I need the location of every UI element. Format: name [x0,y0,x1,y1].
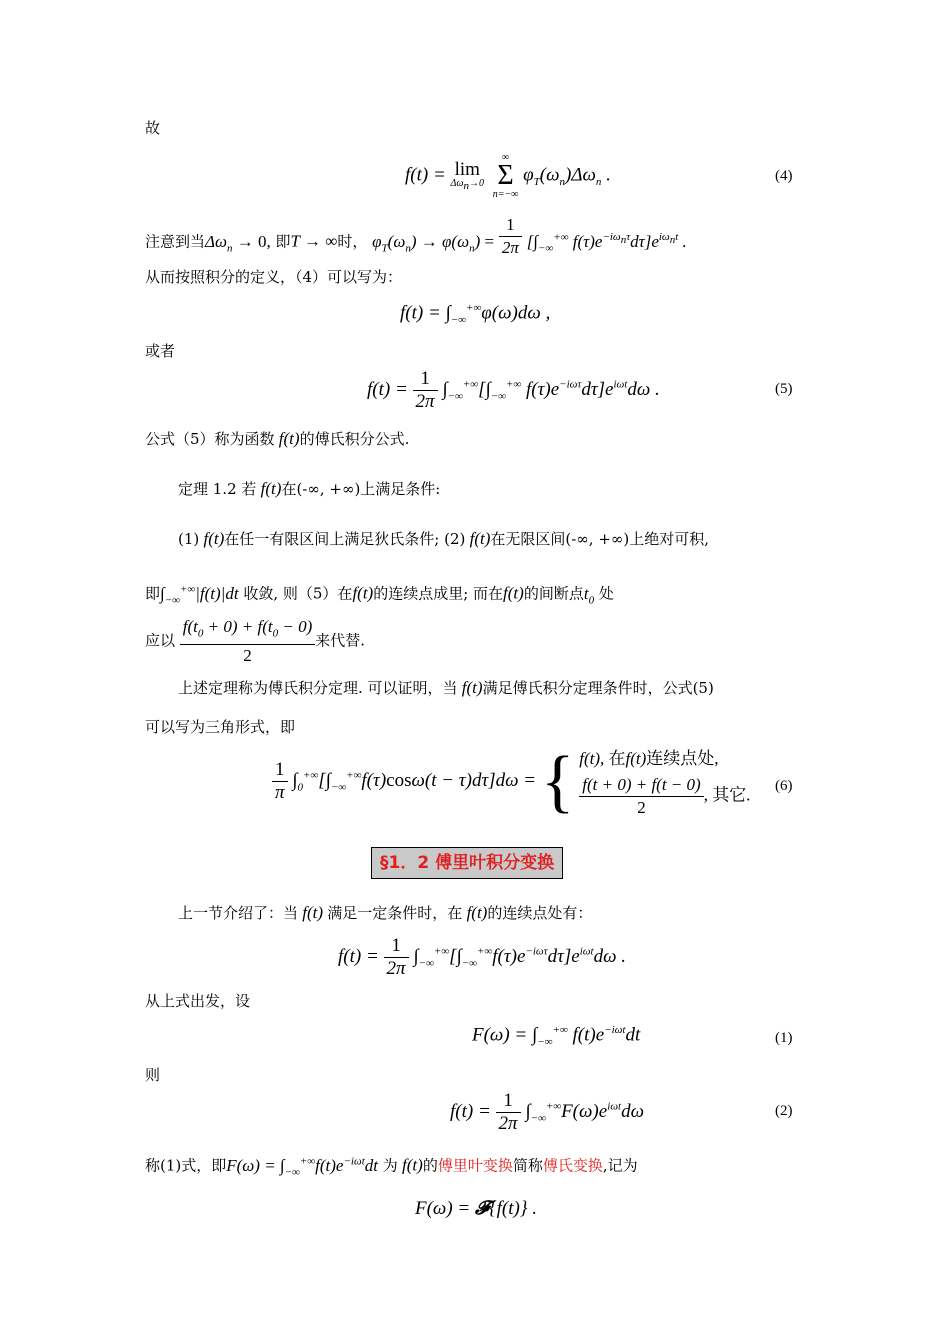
eq-number-5: (5) [775,381,793,397]
text-from-above: 从上式出发，设 [145,992,251,1010]
case1b: 连续点处, [646,749,719,768]
call-prefix: 称(1)式，即 [145,1156,227,1175]
cond2-text: 在无限区间(-∞, +∞)上绝对可积, [490,530,710,548]
discont: 的间断点 [523,584,584,603]
text-call-line: 称(1)式，即$F(\omega) = \int_{-\infty}^{+\infty}f(t)e^{-i\omega t}dt$ 为 f(t)的傅里叶变换简称傅氏变换,记为 [145,1155,638,1179]
equation-F1: $F(\omega) = \int_{-\infty}^{+\infty}$ $f(t)e^{-i\omega t}dt$ [472,1024,641,1049]
equation-F-notation: F(ω) = 𝓕{f(t)} . [415,1198,537,1219]
ji: 即 [145,584,161,603]
eq-number-6: (6) [775,778,793,794]
text-theorem-named: 上述定理称为傅氏积分定理. 可以证明，当 f(t)满足傅氏积分定理条件时，公式(5) [178,678,714,697]
text-from-def: 从而按照积分的定义，（4）可以写为： [145,268,403,286]
equation-integral-phi: $f(t) = \int_{-\infty}^{+\infty}\varphi(\omega)d\omega$ , [400,302,551,327]
text-intro: 上一节介绍了：当 f(t) 满足一定条件时，在 f(t)的连续点处有： [178,903,593,922]
equation-6: $\frac{1}{\pi}$ $\int_0^{+\infty}[\int_{-\infty}^{+\infty}f(\tau)\cos\omega(t - \tau)d\tau]d\omega$ = { f(t), 在f(t)连续点处, $\frac{f(t + 0) + f(t - 0)}{2}$ , 其它. [272,744,750,819]
intro-end: 的连续点处有： [487,904,593,922]
equation-fourier-integral: f(t) = $\frac{1}{2\pi}$ $\int_{-\infty}^{+\infty}[\int_{-\infty}^{+\infty}f(\tau)e^{-i\omega\tau}d\tau]e^{i\omega t}d\omega$ . [338,935,627,979]
text-converge-line: 即$\int_{-\infty}^{+\infty}|f(t)|dt$ 收敛, 则（5）在f(t)的连续点成里; 而在f(t)的间断点$t_0$ 处 [145,583,614,607]
yingyi: 应以 [145,631,176,650]
text-theorem: 定理 1.2 若 f(t)在(-∞, +∞)上满足条件: [178,479,441,498]
text-formula5-called: 公式（5）称为函数 f(t)的傅氏积分公式. [145,429,410,448]
equation-5: f(t) = $\frac{1}{2\pi}$ $\int_{-\infty}^{+\infty}[\int_{-\infty}^{+\infty}$ $f(\tau)e^{-i\omega\tau}d\tau]e^{i\omega t}d\omega$ . [367,368,660,412]
record: ,记为 [602,1156,638,1175]
eq-number-f2: (2) [775,1103,793,1119]
formula5-called: 公式（5）称为函数 [145,430,275,448]
theorem-mid: 在(-∞, +∞)上满足条件: [281,480,441,498]
cond1-prefix: (1) [178,530,200,548]
ft-name-highlight: 傅里叶变换 [437,1156,513,1175]
converge: 收敛, 则（5）在 [243,584,353,603]
holds: 的连续点成里; 而在 [373,584,504,603]
equation-F2: f(t) = $\frac{1}{2\pi}$ $\int_{-\infty}^{+\infty}F(\omega)e^{i\omega t}d\omega$ [450,1090,644,1134]
note-prefix: 注意到当 [145,232,206,251]
text-trig: 可以写为三角形式，即 [145,718,296,736]
intro-prefix: 上一节介绍了：当 [178,904,299,922]
text-conditions: (1) f(t)在任一有限区间上满足狄氏条件; (2) f(t)在无限区间(-∞, +∞)上绝对可积, [178,529,710,548]
text-replace-line: 应以 $\frac{f(t_0 + 0) + f(t_0 - 0)}{2}$ 来代替. [145,617,366,666]
ft-short-highlight: 傅氏变换 [542,1156,603,1175]
theorem-prefix: 定理 1.2 若 [178,480,257,498]
case1: 在 [608,749,626,768]
abbr: 简称 [512,1156,543,1175]
text-or: 或者 [145,342,176,360]
call-mid: 为 [382,1156,398,1175]
chu: 处 [598,584,614,603]
replace: 来代替. [315,631,366,650]
eq-number-4: (4) [775,168,793,184]
thm-named: 上述定理称为傅氏积分定理. 可以证明，当 [178,679,458,697]
intro-mid: 满足一定条件时，在 [327,904,463,922]
text-note-line: 注意到当$\Delta\omega_n \to 0$, 即T → ∞时， $\varphi_T(\omega_n) \to \varphi(\omega_n)$ = $\frac{1}{2\pi}$ [$\int_{-\infty}^{+\infty}$ $f(\tau)e^{-i\omega_n\tau}d\tau]e^{i\omega_nt}$ . [145,215,687,258]
note-when: 时， [337,232,368,251]
thm-cond: 满足傅氏积分定理条件时，公式(5) [482,679,714,697]
eq-number-f1: (1) [775,1030,793,1046]
call-of: 的 [422,1156,438,1175]
note-mid: 即 [275,232,291,251]
text-gu: 故 [145,119,161,137]
cond1-text: 在任一有限区间上满足狄氏条件; (2) [224,530,466,548]
case2: , 其它. [703,785,751,805]
formula5-end: 的傅氏积分公式. [299,430,410,448]
section-title: §1．2 傅里叶积分变换 [371,847,563,879]
text-then: 则 [145,1066,161,1084]
equation-4: f(t) = lim $\Delta\omega_n\to 0$ ∞ Σ n=−∞ $\varphi_T(\omega_n)\Delta\omega_n$ . [405,152,611,200]
